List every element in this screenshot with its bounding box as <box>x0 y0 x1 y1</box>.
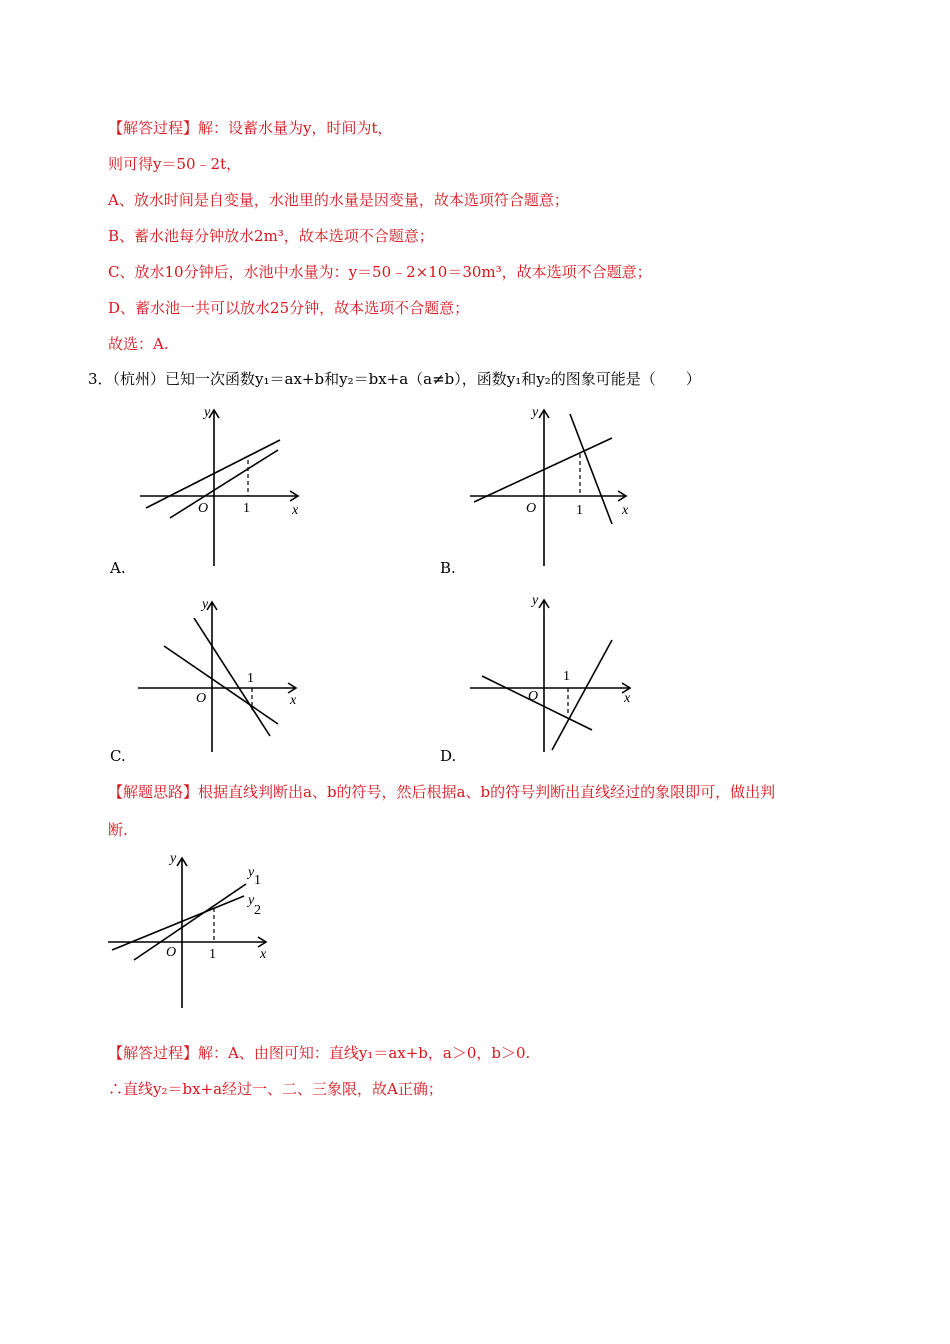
solution-line-4: B、蓄水池每分钟放水2m³，故本选项不合题意； <box>108 227 434 245</box>
solution-line-2: 则可得y＝50﹣2t， <box>108 155 242 173</box>
y1-subscript: 1 <box>254 873 261 888</box>
origin-label: O <box>526 501 537 516</box>
origin-label: O <box>166 945 177 960</box>
tick-one-label: 1 <box>576 503 583 518</box>
option-d-label: D. <box>440 747 457 765</box>
solution-line-6: D、蓄水池一共可以放水25分钟，故本选项不合题意； <box>108 299 470 317</box>
y-axis-label: y <box>202 597 209 612</box>
y-axis-label: y <box>532 593 539 608</box>
tick-one-label: 1 <box>243 501 250 516</box>
option-b-label: B. <box>440 559 456 577</box>
graph-explanation <box>104 846 294 1012</box>
solution-line-5: C、放水10分钟后，水池中水量为：y＝50﹣2×10＝30m³，故本选项不合题意； <box>108 263 652 281</box>
solution-line-3: A、放水时间是自变量，水池里的水量是因变量，故本选项符合题意； <box>108 191 569 209</box>
x-axis-label: x <box>624 691 631 706</box>
graph-option-d <box>462 588 652 758</box>
y-axis-label: y <box>204 405 211 420</box>
x-axis-label: x <box>622 503 629 518</box>
option-c-label: C. <box>110 747 126 765</box>
graph-option-b <box>462 398 652 568</box>
solution-line-7: 故选：A. <box>108 335 169 353</box>
x-axis-label: x <box>290 693 297 708</box>
tick-one-label: 1 <box>563 669 570 684</box>
solution-b-line-2: ∴直线y₂＝bx+a经过一、二、三象限，故A正确； <box>108 1080 443 1098</box>
solution-line-1: 【解答过程】解：设蓄水量为y，时间为t， <box>108 119 393 137</box>
y-axis-label: y <box>170 851 177 866</box>
solution-b-line-1: 【解答过程】解：A、由图可知：直线y₁＝ax+b，a＞0，b＞0. <box>108 1044 531 1062</box>
graph-option-c <box>130 588 320 758</box>
question-3-text: 3．（杭州）已知一次函数y₁＝ax+b和y₂＝bx+a（a≠b），函数y₁和y₂的图象可能是（ ） <box>88 370 701 388</box>
x-axis-label: x <box>292 503 299 518</box>
idea-line-2: 断. <box>108 821 128 839</box>
tick-one-label: 1 <box>247 671 254 686</box>
y1-label: y <box>248 865 255 880</box>
y2-subscript: 2 <box>254 903 261 918</box>
graph-option-a <box>130 398 320 568</box>
option-a-label: A. <box>110 559 126 577</box>
origin-label: O <box>528 689 539 704</box>
origin-label: O <box>196 691 207 706</box>
origin-label: O <box>198 501 209 516</box>
y2-label: y <box>248 893 255 908</box>
tick-one-label: 1 <box>209 947 216 962</box>
idea-line-1: 【解题思路】根据直线判断出a、b的符号，然后根据a、b的符号判断出直线经过的象限即可，做出判 <box>108 783 776 801</box>
y-axis-label: y <box>532 405 539 420</box>
x-axis-label: x <box>260 947 267 962</box>
